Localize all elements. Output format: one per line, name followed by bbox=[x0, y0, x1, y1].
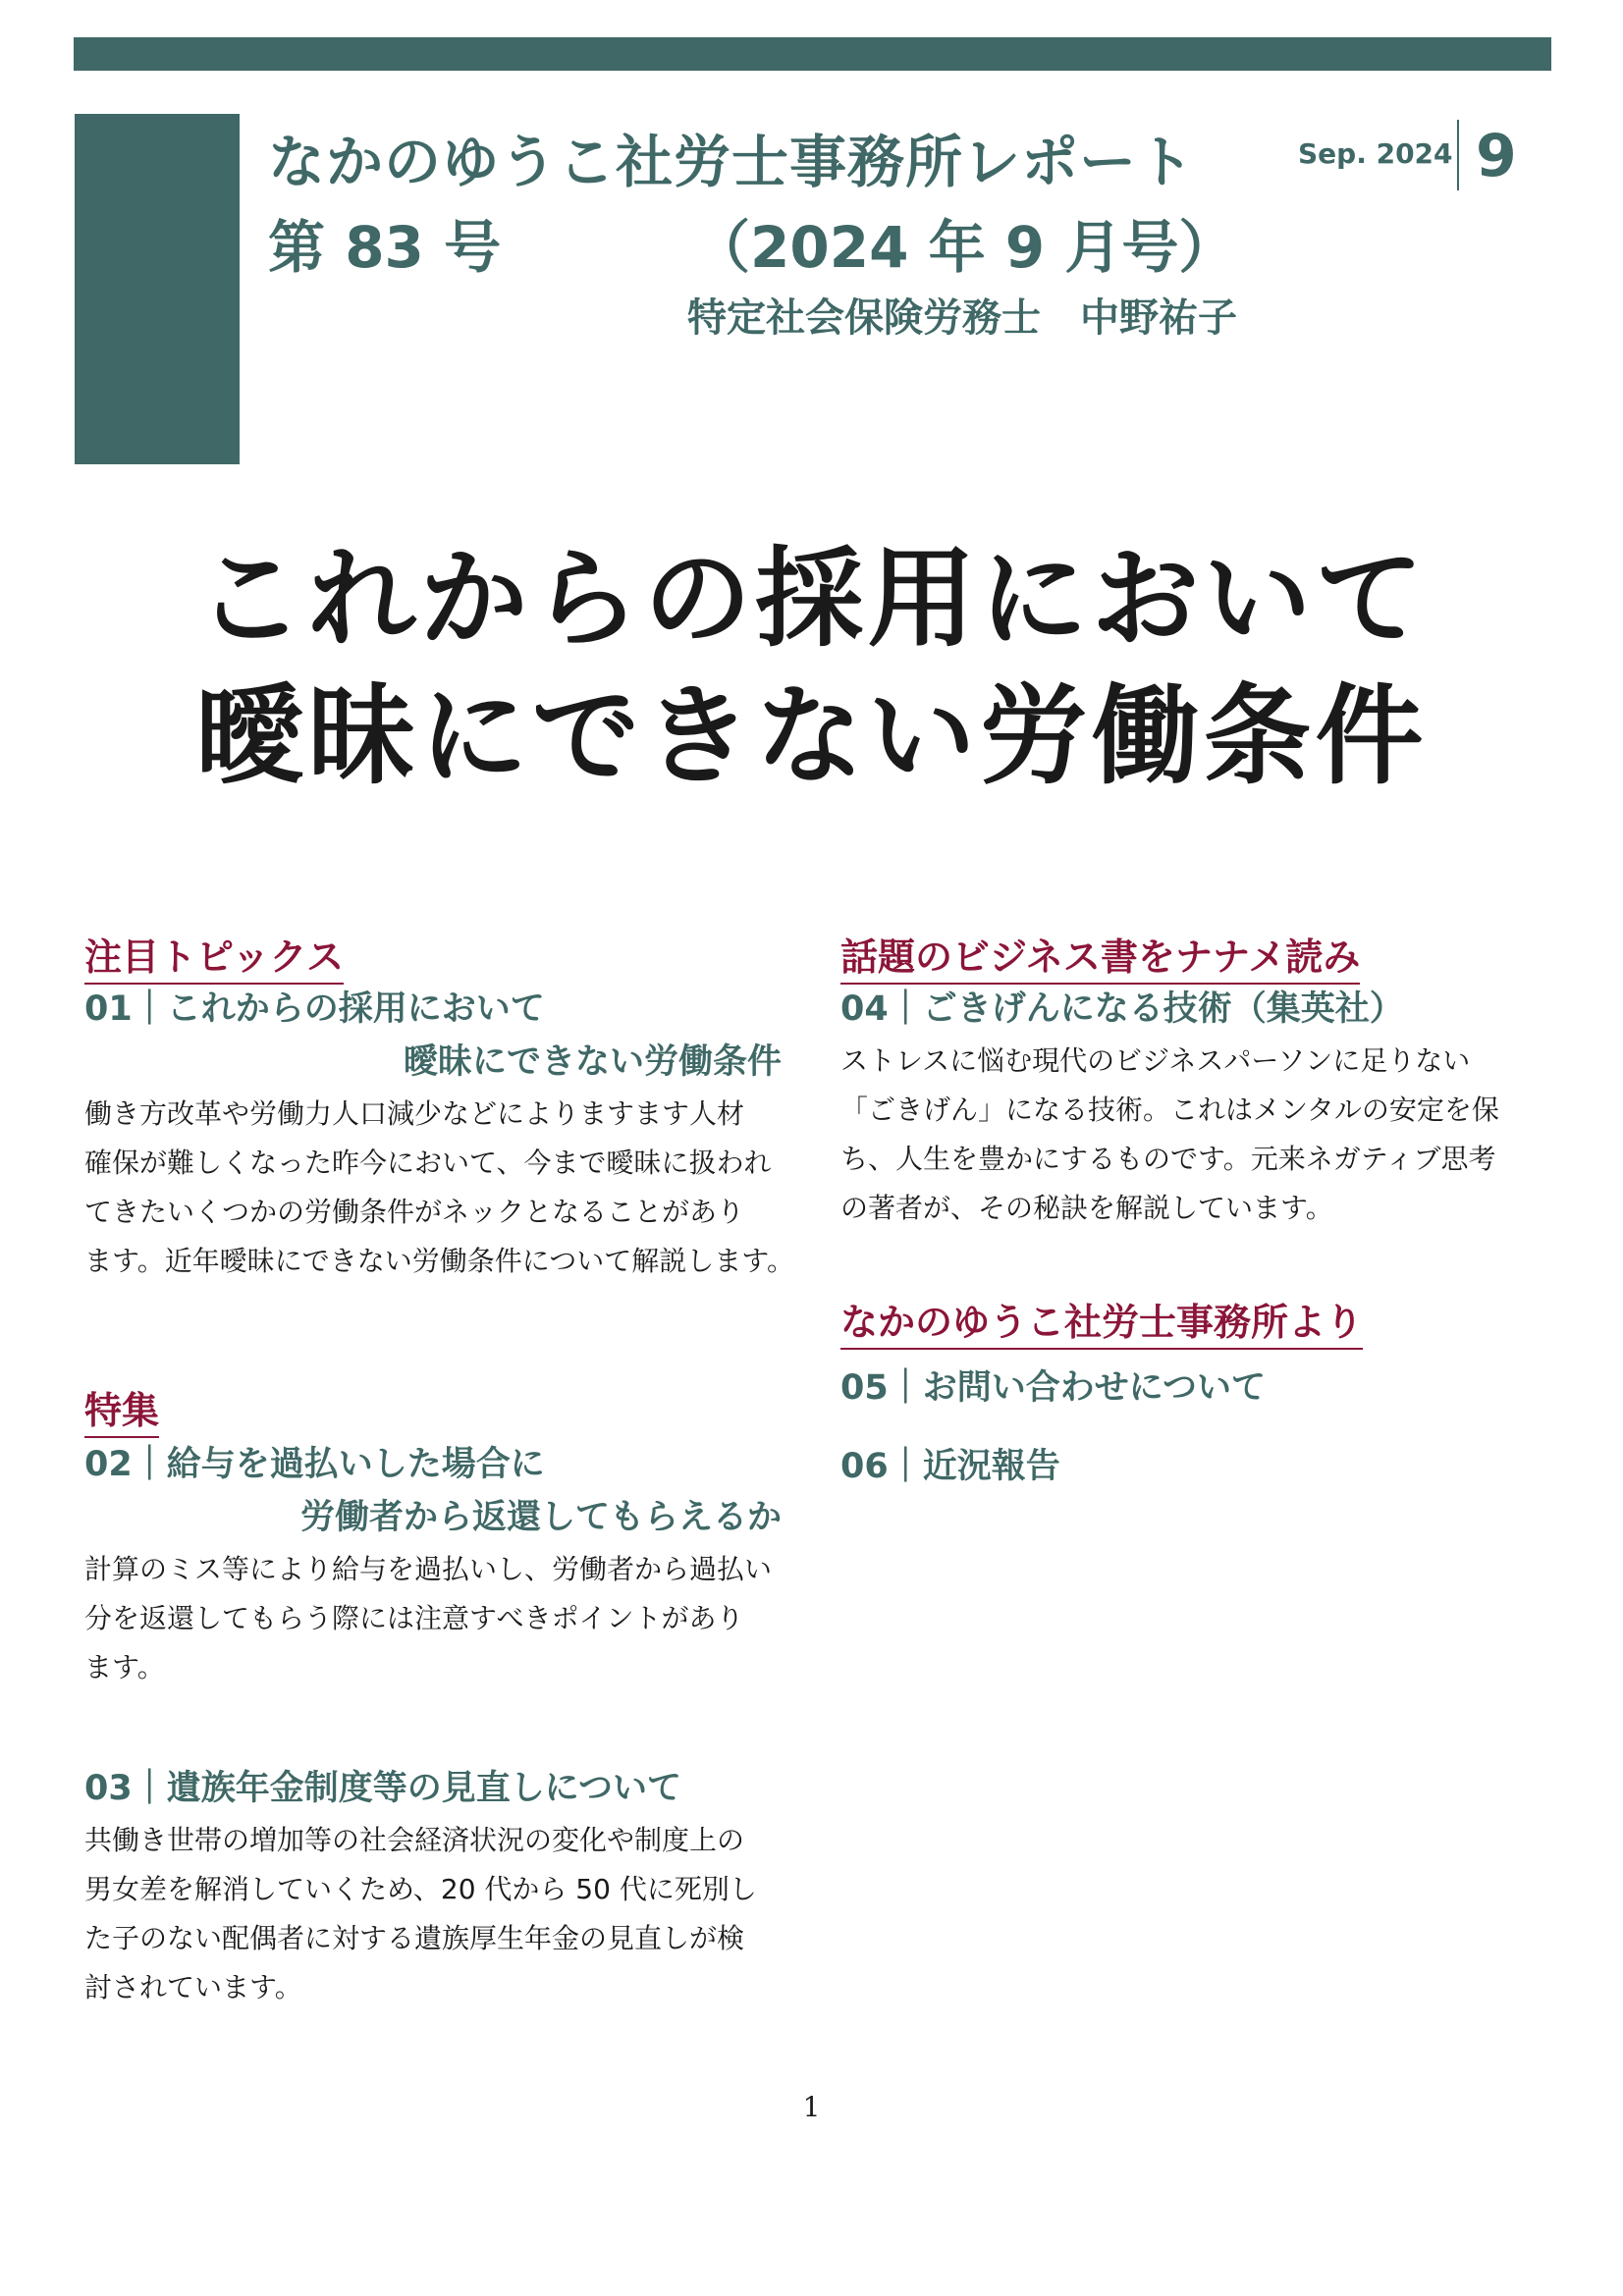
summary-line: てきたいくつかの労働条件がネックとなることがあり bbox=[84, 1196, 745, 1228]
summary-line: 「ごきげん」になる技術。これはメンタルの安定を保 bbox=[840, 1094, 1499, 1126]
newsletter-title: なかのゆうこ社労士事務所レポート bbox=[268, 129, 1196, 195]
topic-04-title: 04｜ごきげんになる技術（集英社） bbox=[840, 989, 1404, 1029]
month-label: Sep. 2024 bbox=[1298, 137, 1453, 170]
summary-line: 計算のミス等により給与を過払いし、労働者から過払い bbox=[84, 1553, 773, 1585]
issue-number: 第 83 号 bbox=[268, 214, 502, 281]
section-heading-special-feature: 特集 bbox=[84, 1380, 159, 1438]
summary-line: 共働き世帯の増加等の社会経済状況の変化や制度上の bbox=[84, 1824, 745, 1856]
month-number: 9 bbox=[1476, 122, 1517, 190]
main-headline bbox=[0, 530, 1623, 805]
section-heading-featured-topics: 注目トピックス bbox=[84, 927, 344, 985]
summary-line: の著者が、その秘訣を解説しています。 bbox=[840, 1192, 1333, 1224]
summary-line: ストレスに悩む現代のビジネスパーソンに足りない bbox=[840, 1044, 1471, 1077]
page-number: 1 bbox=[802, 2091, 821, 2123]
section-heading-office-news: なかのゆうこ社労士事務所より bbox=[840, 1292, 1363, 1350]
topic-06-title: 06｜近況報告 bbox=[840, 1447, 1060, 1486]
headline-line-2: 曖昧にできない労働条件 bbox=[195, 673, 1428, 799]
topic-01-summary bbox=[84, 1090, 794, 1286]
summary-line: 男女差を解消していくため、20 代から 50 代に死別し bbox=[84, 1873, 757, 1905]
summary-line: た子のない配偶者に対する遺族厚生年金の見直しが検 bbox=[84, 1922, 745, 1954]
topic-01-title-line-2: 曖昧にできない労働条件 bbox=[403, 1042, 782, 1082]
summary-line: 分を返還してもらう際には注意すべきポイントがあり bbox=[84, 1602, 744, 1634]
topic-05-title: 05｜お問い合わせについて bbox=[840, 1368, 1267, 1408]
side-accent-block bbox=[75, 114, 240, 464]
summary-line: ます。近年曖昧にできない労働条件について解説します。 bbox=[84, 1245, 794, 1277]
summary-line: ます。 bbox=[84, 1651, 165, 1683]
topic-03-summary bbox=[84, 1816, 757, 2012]
month-divider bbox=[1457, 120, 1459, 190]
author-name: 特定社会保険労務士 中野祐子 bbox=[687, 295, 1237, 341]
topic-01-title-line-1: 01｜これからの採用において bbox=[84, 989, 545, 1029]
top-accent-bar bbox=[74, 37, 1551, 71]
summary-line: ち、人生を豊かにするものです。元来ネガティブ思考 bbox=[840, 1143, 1496, 1175]
topic-02-title-line-1: 02｜給与を過払いした場合に bbox=[84, 1445, 545, 1484]
issue-date: （2024 年 9 月号） bbox=[693, 214, 1236, 281]
topic-03-title: 03｜遺族年金制度等の見直しについて bbox=[84, 1769, 682, 1808]
summary-line: 討されています。 bbox=[84, 1971, 302, 2003]
headline-line-1: これからの採用において bbox=[195, 536, 1428, 662]
section-heading-business-books: 話題のビジネス書をナナメ読み bbox=[840, 927, 1360, 985]
topic-02-summary bbox=[84, 1545, 772, 1692]
summary-line: 確保が難しくなった昨今において、今まで曖昧に扱われ bbox=[84, 1147, 772, 1179]
summary-line: 働き方改革や労働力人口減少などによりますます人材 bbox=[84, 1097, 745, 1130]
topic-04-summary bbox=[840, 1037, 1499, 1233]
topic-02-title-line-2: 労働者から返還してもらえるか bbox=[299, 1498, 782, 1537]
